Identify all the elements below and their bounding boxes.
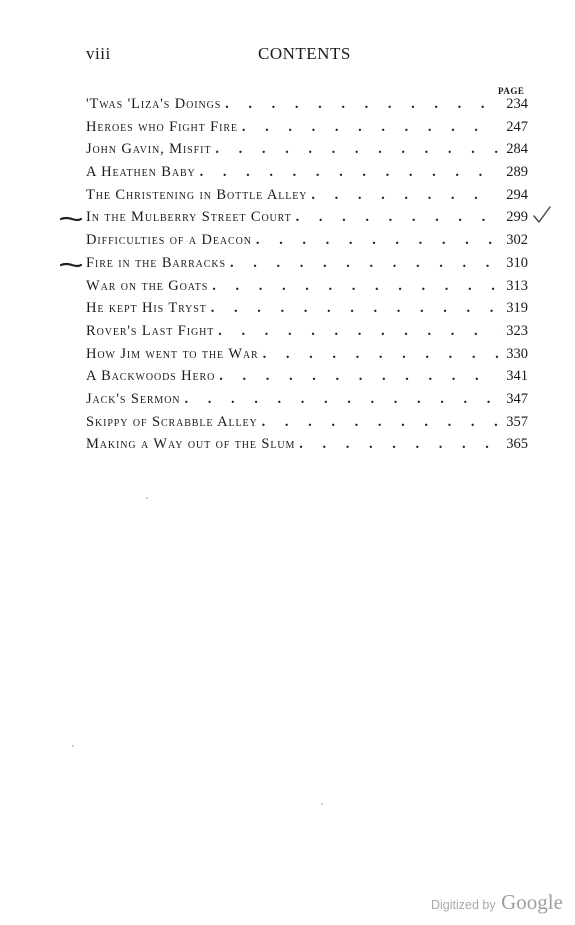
toc-entry [86,164,528,187]
toc-entry [86,436,528,459]
toc-entry-title: Jack's Sermon [86,391,184,408]
page-title: CONTENTS [258,44,351,63]
toc-entry-page: 330 [506,345,528,362]
toc-entry [86,141,528,164]
toc-entry [86,96,528,119]
page-column-label: PAGE [498,86,525,96]
pen-mark-icon [60,262,82,268]
toc-entry-page: 313 [506,277,528,294]
dot-leader [230,255,498,272]
toc-entry-title: The Christening in Bottle Alley [86,187,311,204]
dot-leader [311,187,498,204]
toc-entry-page: 284 [506,141,528,158]
dot-leader [218,323,498,340]
toc-entry-page: 341 [506,368,528,385]
toc-entry [86,391,528,414]
dot-leader [225,96,498,113]
toc-entry-title: War on the Goats [86,278,212,295]
toc-entry-title: He kept His Tryst [86,300,211,317]
digitized-watermark [431,890,563,915]
toc-entry-title: How Jim went to the War [86,346,263,363]
page-folio: viii [86,44,111,63]
table-of-contents [86,96,528,459]
toc-entry-page: 323 [506,322,528,339]
toc-entry-title: Fire in the Barracks [86,255,230,272]
dot-leader [211,300,498,317]
toc-entry [86,232,528,255]
toc-entry-page: 357 [506,413,528,430]
toc-entry-title: John Gavin, Misfit [86,141,215,158]
toc-entry-title: Difficulties of a Deacon [86,232,256,249]
toc-entry-page: 310 [506,254,528,271]
toc-entry-title: In the Mulberry Street Court [86,209,296,226]
toc-entry-page: 347 [506,390,528,407]
dot-leader [262,414,498,431]
toc-entry-page: 234 [506,96,528,112]
dot-leader [215,141,498,158]
toc-entry-title: Skippy of Scrabble Alley [86,414,262,431]
pen-mark-icon [60,216,82,222]
toc-entry-page: 319 [506,300,528,317]
toc-entry-title: A Heathen Baby [86,164,200,181]
scan-speck [146,497,148,499]
dot-leader [242,119,498,136]
toc-entry [86,346,528,369]
dot-leader [299,436,498,453]
check-mark-icon [532,205,552,225]
watermark-brand: Google [501,890,563,914]
dot-leader [200,164,498,181]
dot-leader [256,232,498,249]
toc-entry [86,368,528,391]
dot-leader [219,368,498,385]
dot-leader [212,278,498,295]
toc-entry-title: Making a Way out of the Slum [86,436,299,453]
toc-entry [86,187,528,210]
toc-entry-page: 294 [506,186,528,203]
toc-entry [86,414,528,437]
toc-entry-title: A Backwoods Hero [86,368,219,385]
scan-speck [321,803,323,805]
dot-leader [184,391,498,408]
toc-entry [86,323,528,346]
toc-entry-page: 299 [506,209,528,226]
toc-entry-page: 302 [506,232,528,249]
toc-entry [86,255,528,278]
toc-entry-title: Rover's Last Fight [86,323,218,340]
toc-entry [86,119,528,142]
toc-entry [86,278,528,301]
toc-entry-page: 365 [506,436,528,453]
toc-entry-title: Heroes who Fight Fire [86,119,242,136]
scan-speck [72,745,74,747]
dot-leader [296,209,498,226]
toc-entry-page: 247 [506,118,528,135]
toc-entry [86,209,528,232]
toc-entry-title: 'Twas 'Liza's Doings [86,96,225,113]
watermark-prefix: Digitized by [431,898,496,912]
toc-entry-page: 289 [506,164,528,181]
toc-entry [86,300,528,323]
dot-leader [263,346,498,363]
